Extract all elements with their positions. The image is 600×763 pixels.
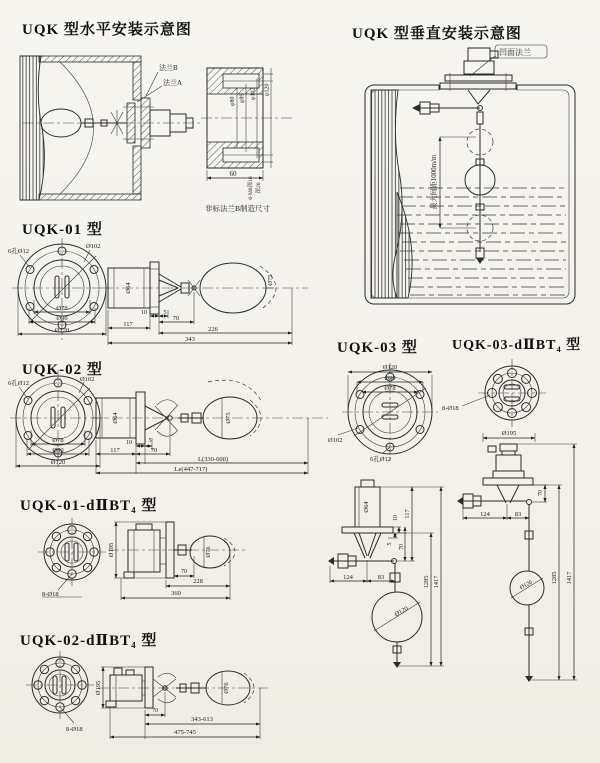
uqk02-d78-label: Ø78 [52,437,64,444]
uqk01d-float-dia: Ø76 [205,546,212,558]
uqk01-float-dia: Ø75 [267,274,274,286]
depth-note: 深20 [256,182,262,194]
uqk02-dim-5: 5 [148,438,152,444]
max-range-label: 最大间距1000m/m [430,154,438,210]
uqk03d-dim-1285: 1285 [551,571,558,585]
uqk02d-drawing [8,645,338,763]
uqk02-drawing [8,372,338,490]
uqk01d-dim-70: 70 [181,569,187,575]
uqk01-side-view [102,262,308,345]
dim-phi120: φ120 [264,83,271,96]
uqk01-dim-117: 117 [123,321,133,328]
uqk02-dim-10: 10 [126,440,132,446]
uqk03-body-dia: Ø64 [363,501,370,513]
uqk02-flange-face [8,370,106,468]
uqk03-d90-label: Ø90 [384,375,396,382]
uqk01-dim-10: 10 [141,310,147,316]
uqk02d-d195-label: Ø195 [95,680,102,696]
uqk01d-holes-label: 8-Ø18 [42,591,59,598]
uqk02d-float-dia: Ø76 [223,682,230,694]
uqk03-float-ball [372,592,422,668]
uqk03d-arm [457,494,533,571]
uqk01-drawing [8,238,318,358]
uqk02-d102-label: Ø102 [80,376,95,383]
uqk03d-dim-195 [483,430,535,442]
vertical-install-drawing [340,42,590,327]
uqk03-dims [330,487,444,666]
concave-flange-label: 凹面法兰 [499,48,531,57]
uqk01d-side-view [108,522,248,600]
dim-60: 60 [229,170,237,178]
uqk01-title: UQK-01 型 [22,222,103,238]
uqk01d-flange-face [38,518,106,598]
uqk03-dim-5: 5 [387,542,393,546]
uqk03-holes-label: 6孔Ø12 [370,456,391,463]
uqk02-d90-label: Ø90 [52,447,64,454]
uqk03-dim-1285: 1285 [423,575,430,589]
uqk02-title: UQK-02 型 [22,362,103,378]
uqk02-dim-L: L(330-600) [198,456,228,463]
uqk01-dim-343: 343 [185,336,195,343]
uqk01d-drawing [8,510,318,630]
uqk03-arm [328,554,400,592]
uqk03-dim-1417: 1417 [433,575,440,589]
uqk02d-flange-face [26,651,94,733]
uqk03-d120-label: Ø120 [382,364,398,371]
uqk02d-dim-range2: 475-745 [174,729,196,736]
uqk02d-holes-label: 8-Ø18 [66,726,83,733]
uqk03d-side-drawing [455,428,600,698]
uqk01-d102-label: Ø102 [86,243,101,250]
uqk02-holes-label: 6孔Ø12 [8,380,29,387]
uqk03d-dim-1417: 1417 [566,571,573,585]
uqk02-side-view [92,380,328,474]
uqk03-d102-label: Ø102 [328,437,343,444]
uqk01-holes-label: 6孔Ø12 [8,248,29,255]
uqk02d-dim-70: 70 [152,708,158,714]
vertical-install-title: UQK 型垂直安装示意图 [352,26,522,42]
tank-outline [365,82,575,304]
uqk02-d120-label: Ø120 [50,459,66,466]
uqk03d-d195-label: Ø195 [501,430,517,437]
uqk03-dim-70: 70 [399,544,405,550]
flange-callouts [137,63,182,102]
uqk03d-float-dia: Ø126 [518,579,534,592]
horizontal-install-drawing [15,48,305,218]
uqk03d-float-ball [510,571,544,682]
tank-section [20,56,203,200]
horizontal-install-title: UQK 型水平安装示意图 [22,22,192,38]
uqk02d-title: UQK-02-dⅡBT₄ 型 [20,633,158,649]
uqk03d-dim-83: 83 [514,511,522,518]
uqk02-dim-117: 117 [110,447,120,454]
uqk01d-dim-360: 360 [171,590,181,597]
uqk01-d90-label: Ø90 [56,315,68,322]
uqk02d-side-view [95,667,268,739]
uqk03d-title: UQK-03-dⅡBT₄ 型 [452,338,582,353]
uqk01-flange-face [8,238,112,340]
dim-phi80: φ80 [230,96,236,106]
uqk02-float-dia: Ø75 [225,412,232,424]
flange-b-detail [201,68,293,213]
dim-phi89: φ89 [239,93,246,103]
dim-phi102: φ102 [250,87,257,100]
uqk03-dim-124: 124 [343,574,353,581]
uqk01-dim-5: 5 [163,310,167,316]
thread-note: 6-M8深16 [248,176,254,200]
uqk01-d78-label: Ø78 [56,305,68,312]
uqk02-body-dia: Ø64 [112,412,119,424]
uqk03-dim-117: 117 [404,509,411,519]
uqk01-d120-label: Ø120 [54,327,70,334]
uqk03d-dims [463,444,577,680]
flange-a-label: 法兰A [163,79,183,87]
float-train [412,102,495,264]
uqk03d-dim-70: 70 [538,490,544,496]
uqk03d-holes-label: 8-Ø18 [442,405,459,412]
range-dimension [429,137,476,228]
uqk02-dim-70: 70 [150,447,158,454]
uqk03-flange-drawing [328,355,458,470]
uqk01-dim-226: 226 [208,326,218,333]
uqk03-dim-10: 10 [393,515,399,521]
uqk01d-dim-228: 228 [193,578,203,585]
uqk03-title: UQK-03 型 [337,340,418,356]
uqk03d-head [483,444,533,503]
flange-b-label: 法兰B [159,64,178,72]
uqk03-float-dia: Ø120 [393,605,410,619]
uqk02-dim-Le: Le(447-717) [174,466,208,473]
uqk01d-title: UQK-01-dⅡBT₄ 型 [20,498,158,514]
uqk03-dim-83: 83 [377,574,385,581]
uqk03-d78-label: Ø78 [384,385,396,392]
uqk03-body [342,480,393,558]
uqk03d-dim-124: 124 [480,511,490,518]
uqk01-body-dia: Ø64 [125,282,132,294]
flange-b-caption: 非标法兰B制造尺寸 [205,204,271,213]
uqk01d-d195-label: Ø195 [108,542,115,558]
uqk01-dim-70: 70 [172,315,180,322]
uqk02d-dim-range1: 343-613 [191,716,213,723]
